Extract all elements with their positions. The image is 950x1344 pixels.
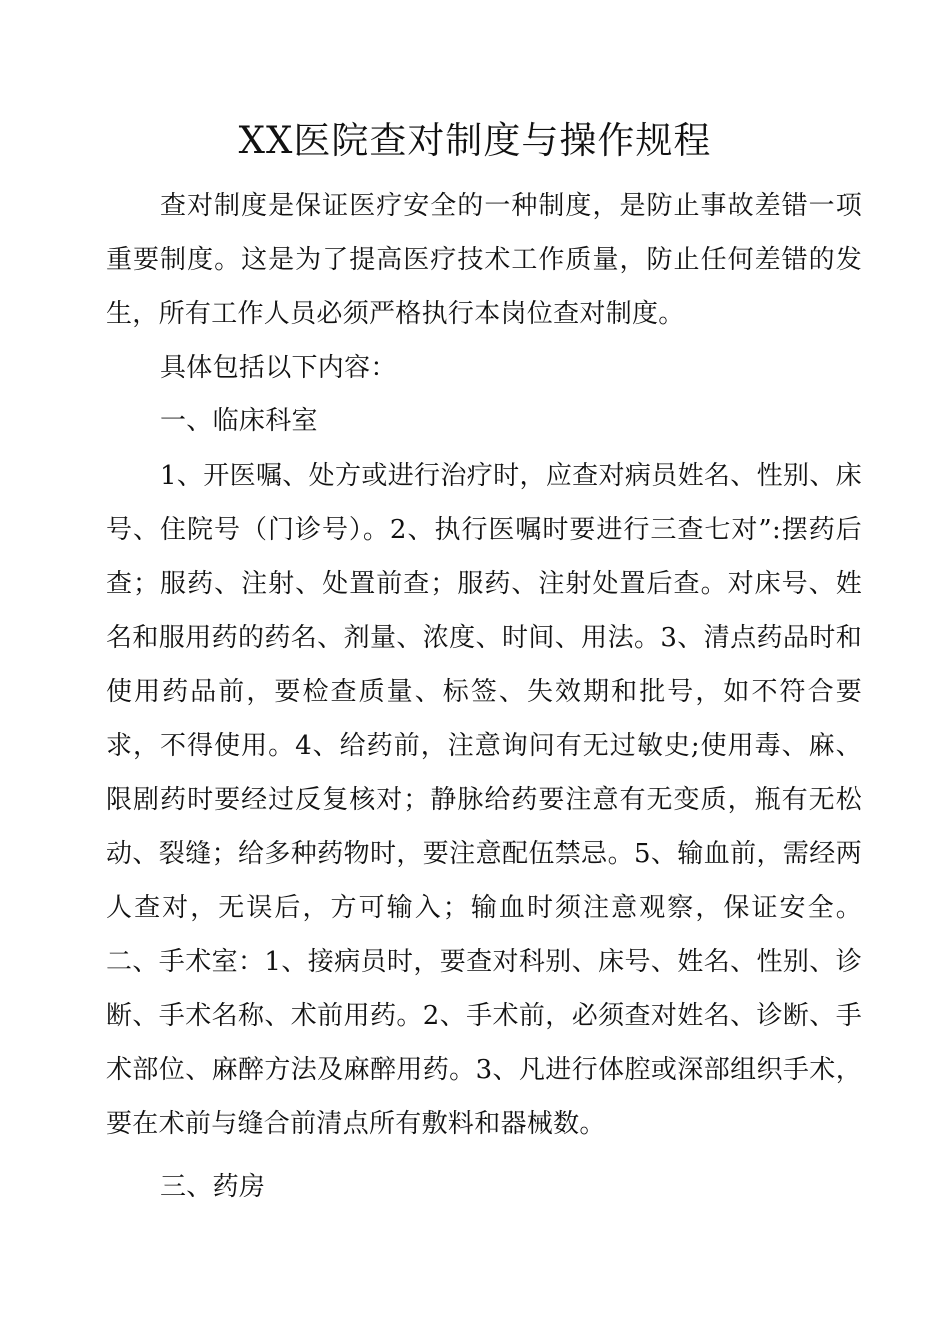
section-body-paragraph: 1、开医嘱、处方或进行治疗时，应查对病员姓名、性别、床号、住院号（门诊号）。2、执行医嘱时要进行三查七对”:摆药后查；服药、注射、处置前查；服药、注射处置后查。对床号、姓名和服用药的药名、剂量、浓度、时间、用法。3、清点药品时和使用药品前，要检查质量、标签、失效期和批号，如不符合要求，不得使用。4、给药前，注意询问有无过敏史;使用毒、麻、限剧药时要经过反复核对；静脉给药要注意有无变质，瓶有无松动、裂缝；给多种药物时，要注意配伍禁忌。5、输血前，需经两人查对，无误后，方可输入；输血时须注意观察，保证安全。二、手术室：1、接病员时，要查对科别、床号、姓名、性别、诊断、手术名称、术前用药。2、手术前，必须查对姓名、诊断、手术部位、麻醉方法及麻醉用药。3、凡进行体腔或深部组织手术，要在术前与缝合前清点所有敷料和器械数。 [106, 461, 862, 1139]
contents-intro-paragraph: 具体包括以下内容： [160, 353, 397, 383]
section-heading-pharmacy: 三、药房 [160, 1172, 266, 1202]
intro-paragraph: 查对制度是保证医疗安全的一种制度，是防止事故差错一项重要制度。这是为了提高医疗技术工作质量，防止任何差错的发生，所有工作人员必须严格执行本岗位查对制度。 [106, 191, 862, 329]
section-heading-clinical: 一、临床科室 [160, 406, 318, 436]
document-title: XX医院查对制度与操作规程 [238, 119, 712, 162]
